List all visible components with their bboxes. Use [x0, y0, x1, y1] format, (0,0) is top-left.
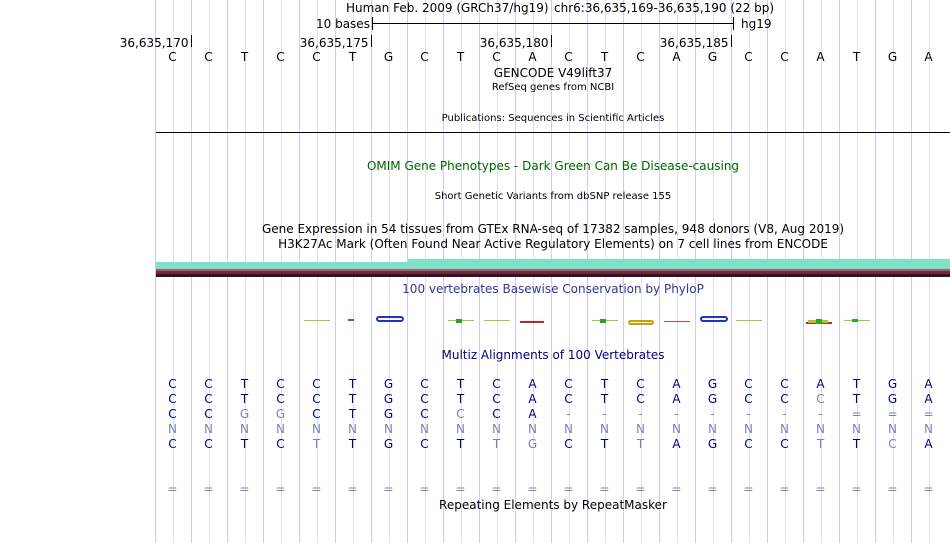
cons-mark [520, 321, 544, 323]
alignment-base: A [672, 437, 681, 451]
alignment-base: T [600, 437, 609, 451]
alignment-base: = [491, 482, 502, 496]
assembly-title: Human Feb. 2009 (GRCh37/hg19) [346, 1, 549, 15]
alignment-base: G [527, 437, 538, 451]
alignment-base: G [383, 407, 394, 421]
alignment-base: T [348, 392, 357, 406]
sequence-base: C [744, 50, 753, 64]
publications-track-desc: Publications: Sequences in Scientific Articles [441, 113, 665, 124]
sequence-base: T [852, 50, 861, 64]
alignment-base: T [600, 377, 609, 391]
alignment-base: C [204, 377, 213, 391]
alignment-base: N [276, 422, 285, 436]
alignment-base: - [602, 407, 607, 421]
alignment-base: = [527, 482, 538, 496]
alignment-base: = [419, 482, 430, 496]
alignment-base: N [924, 422, 933, 436]
alignment-base: N [600, 422, 609, 436]
alignment-base: N [528, 422, 537, 436]
alignment-base: N [384, 422, 393, 436]
alignment-base: A [672, 377, 681, 391]
sequence-base: T [456, 50, 465, 64]
alignment-base: A [672, 392, 681, 406]
coordinate-label: 36,635,175 [299, 36, 369, 50]
coordinate-tick [371, 35, 372, 47]
alignment-base: C [744, 392, 753, 406]
alignment-base: T [456, 437, 465, 451]
alignment-base: C [744, 437, 753, 451]
alignment-base: = [239, 482, 250, 496]
alignment-base: A [924, 392, 933, 406]
cons-logo-c [628, 320, 654, 325]
alignment-base: C [312, 407, 321, 421]
alignment-base: G [707, 437, 718, 451]
alignment-base: A [924, 437, 933, 451]
sequence-base: C [564, 50, 573, 64]
cons-logo-g [700, 316, 728, 322]
sequence-base: G [707, 50, 718, 64]
alignment-base: = [563, 482, 574, 496]
scale-db-label: hg19 [741, 17, 772, 31]
alignment-base: N [456, 422, 465, 436]
alignment-base: T [600, 392, 609, 406]
alignment-base: = [635, 482, 646, 496]
h3k27ac-signal-right [408, 259, 950, 269]
alignment-base: = [887, 407, 898, 421]
sequences-divider [156, 132, 950, 133]
cons-mark [664, 321, 690, 322]
alignment-base: = [203, 482, 214, 496]
alignment-base: = [275, 482, 286, 496]
coordinate-label: 36,635,185 [659, 36, 729, 50]
alignment-base: N [672, 422, 681, 436]
alignment-base: N [564, 422, 573, 436]
cons-mark [484, 320, 510, 321]
h3k27ac-track-desc: H3K27Ac Mark (Often Found Near Active Regulatory Elements) on 7 cell lines from ENCODE [278, 237, 828, 251]
sequence-base: C [636, 50, 645, 64]
alignment-base: = [167, 482, 178, 496]
alignment-base: C [168, 437, 177, 451]
alignment-base: = [779, 482, 790, 496]
h3k27ac-layer-4 [156, 274, 950, 277]
gencode-track-title[interactable]: GENCODE V49lift37 [493, 66, 613, 80]
alignment-base: T [456, 392, 465, 406]
alignment-base: C [168, 407, 177, 421]
alignment-base: = [923, 407, 934, 421]
alignment-base: = [599, 482, 610, 496]
alignment-base: C [816, 392, 825, 406]
alignment-base: C [456, 407, 465, 421]
alignment-base: N [744, 422, 753, 436]
scale-bar-label: 10 bases [316, 17, 370, 31]
alignment-base: N [636, 422, 645, 436]
sequence-base: A [672, 50, 681, 64]
alignment-base: = [311, 482, 322, 496]
alignment-base: = [887, 482, 898, 496]
alignment-base: C [168, 392, 177, 406]
alignment-base: T [240, 392, 249, 406]
alignment-base: C [420, 392, 429, 406]
omim-track-desc: OMIM Gene Phenotypes - Dark Green Can Be Disease-causing [366, 159, 740, 173]
cons-mark [736, 320, 762, 321]
alignment-base: = [707, 482, 718, 496]
alignment-base: C [204, 407, 213, 421]
alignment-base: N [168, 422, 177, 436]
alignment-base: G [275, 407, 286, 421]
alignment-base: N [852, 422, 861, 436]
track-labels-column [0, 0, 156, 543]
alignment-base: = [923, 482, 934, 496]
alignment-base: C [312, 377, 321, 391]
alignment-base: - [674, 407, 679, 421]
alignment-base: - [566, 407, 571, 421]
coordinate-label: 36,635,170 [119, 36, 189, 50]
position-range: chr6:36,635,169-36,635,190 (22 bp) [554, 1, 775, 15]
coordinate-tick [551, 35, 552, 47]
alignment-base: T [852, 437, 861, 451]
alignment-base: C [636, 392, 645, 406]
sequence-base: C [420, 50, 429, 64]
alignment-base: N [492, 422, 501, 436]
cons-mark [348, 319, 354, 321]
alignment-base: - [818, 407, 823, 421]
sequence-base: T [348, 50, 357, 64]
repeatmasker-track-desc: Repeating Elements by RepeatMasker [439, 498, 667, 512]
alignment-base: T [348, 377, 357, 391]
alignment-base: T [852, 377, 861, 391]
alignment-base: G [239, 407, 250, 421]
dbsnp-track-desc: Short Genetic Variants from dbSNP release 155 [434, 191, 672, 202]
alignment-base: - [746, 407, 751, 421]
alignment-base: = [347, 482, 358, 496]
alignment-base: C [204, 392, 213, 406]
alignment-base: = [671, 482, 682, 496]
alignment-base: T [348, 437, 357, 451]
alignment-base: N [312, 422, 321, 436]
alignment-base: N [204, 422, 213, 436]
sequence-base: C [492, 50, 501, 64]
alignment-base: C [312, 392, 321, 406]
coordinate-tick [731, 35, 732, 47]
alignment-base: T [348, 407, 357, 421]
alignment-base: T [636, 437, 645, 451]
alignment-base: N [420, 422, 429, 436]
alignment-base: A [528, 392, 537, 406]
alignment-base: G [887, 392, 898, 406]
genome-track-area[interactable] [119, 0, 950, 543]
sequence-base: C [276, 50, 285, 64]
sequence-base: C [312, 50, 321, 64]
alignment-base: T [852, 392, 861, 406]
coordinate-label: 36,635,180 [479, 36, 549, 50]
alignment-base: A [528, 407, 537, 421]
alignment-base: C [564, 377, 573, 391]
alignment-base: C [168, 377, 177, 391]
alignment-base: G [707, 377, 718, 391]
alignment-base: G [383, 377, 394, 391]
alignment-base: C [564, 392, 573, 406]
refseq-track-desc: RefSeq genes from NCBI [491, 82, 615, 93]
alignment-base: G [383, 437, 394, 451]
alignment-base: C [744, 377, 753, 391]
alignment-base: T [240, 437, 249, 451]
sequence-base: C [168, 50, 177, 64]
phylop-track-desc: 100 vertebrates Basewise Conservation by PhyloP [402, 282, 704, 296]
alignment-base: A [924, 377, 933, 391]
alignment-base: N [240, 422, 249, 436]
alignment-base: C [276, 437, 285, 451]
alignment-base: N [888, 422, 897, 436]
alignment-base: = [815, 482, 826, 496]
coordinate-tick [191, 35, 192, 47]
alignment-base: A [528, 377, 537, 391]
sequence-base: A [924, 50, 933, 64]
multiz-track-desc: Multiz Alignments of 100 Vertebrates [441, 348, 665, 362]
alignment-base: C [492, 377, 501, 391]
scale-bar-right-tick [733, 17, 734, 30]
alignment-base: T [240, 377, 249, 391]
sequence-base: G [383, 50, 394, 64]
alignment-base: C [780, 392, 789, 406]
gtex-track-desc: Gene Expression in 54 tissues from GTEx RNA-seq of 17382 samples, 948 donors (V8, Aug 2019) [261, 222, 845, 236]
scale-bar-left-tick [372, 17, 373, 30]
alignment-base: C [492, 407, 501, 421]
cons-logo-g [376, 316, 404, 322]
alignment-base: = [851, 482, 862, 496]
alignment-base: N [348, 422, 357, 436]
alignment-base: C [492, 392, 501, 406]
alignment-base: A [816, 377, 825, 391]
cons-mark [852, 319, 858, 322]
alignment-base: = [851, 407, 862, 421]
alignment-base: C [420, 407, 429, 421]
cons-mark [816, 319, 822, 324]
alignment-base: - [710, 407, 715, 421]
sequence-base: T [240, 50, 249, 64]
alignment-base: - [638, 407, 643, 421]
alignment-base: C [420, 377, 429, 391]
sequence-base: A [816, 50, 825, 64]
alignment-base: G [383, 392, 394, 406]
alignment-base: C [780, 437, 789, 451]
h3k27ac-signal-left [156, 262, 408, 269]
alignment-base: N [816, 422, 825, 436]
alignment-base: C [276, 377, 285, 391]
alignment-base: C [420, 437, 429, 451]
alignment-base: = [383, 482, 394, 496]
alignment-base: = [455, 482, 466, 496]
alignment-base: N [708, 422, 717, 436]
alignment-base: T [492, 437, 501, 451]
alignment-base: T [312, 437, 321, 451]
alignment-base: C [780, 377, 789, 391]
alignment-base: - [782, 407, 787, 421]
alignment-base: C [636, 377, 645, 391]
alignment-base: C [888, 437, 897, 451]
sequence-base: C [780, 50, 789, 64]
sequence-base: C [204, 50, 213, 64]
alignment-base: T [816, 437, 825, 451]
cons-mark [304, 320, 330, 321]
alignment-base: G [707, 392, 718, 406]
alignment-base: C [276, 392, 285, 406]
alignment-base: C [204, 437, 213, 451]
alignment-base: G [887, 377, 898, 391]
cons-mark [600, 319, 606, 323]
sequence-base: G [887, 50, 898, 64]
alignment-base: N [780, 422, 789, 436]
sequence-base: T [600, 50, 609, 64]
alignment-base: T [456, 377, 465, 391]
cons-mark [456, 319, 462, 323]
scale-bar [372, 23, 733, 24]
sequence-base: A [528, 50, 537, 64]
alignment-base: C [564, 437, 573, 451]
alignment-base: = [743, 482, 754, 496]
